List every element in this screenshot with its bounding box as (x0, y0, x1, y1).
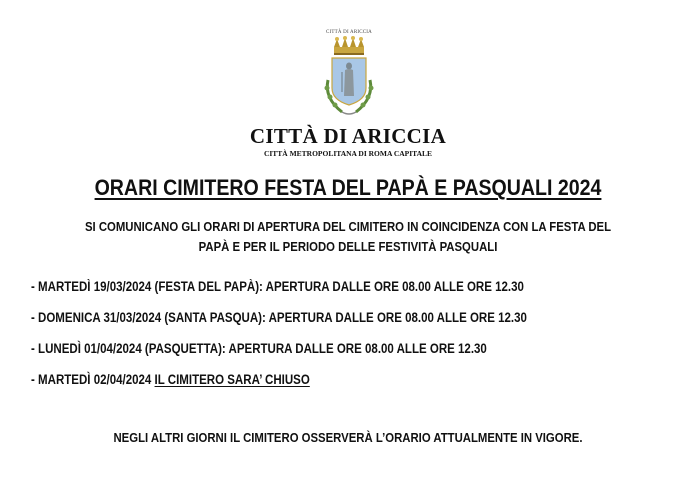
notice-intro (49, 217, 648, 257)
schedule-list (31, 278, 581, 402)
crest-label: CITTÀ DI ARICCIA (326, 30, 372, 35)
schedule-item-santa-pasqua (31, 309, 581, 340)
organization-subtitle: CITTÀ METROPOLITANA DI ROMA CAPITALE (263, 149, 433, 158)
schedule-text: - DOMENICA 31/03/2024 (SANTA PASQUA): APERTURA DALLE ORE 08.00 ALLE ORE 12.30 (31, 310, 527, 325)
schedule-item-festa-papa (31, 278, 581, 309)
schedule-item-closed-day (31, 371, 581, 402)
intro-line-2: PAPÀ E PER IL PERIODO DELLE FESTIVITÀ PASQUALI (198, 239, 498, 254)
schedule-text: - LUNEDÌ 01/04/2024 (PASQUETTA): APERTURA DALLE ORE 08.00 ALLE ORE 12.30 (31, 341, 487, 356)
schedule-item-pasquetta (31, 340, 581, 371)
footer-notice: NEGLI ALTRI GIORNI IL CIMITERO OSSERVERÀ L’ORARIO ATTUALMENTE IN VIGORE. (113, 430, 583, 445)
schedule-text: - MARTEDÌ 02/04/2024 (31, 372, 155, 387)
notice-title: ORARI CIMITERO FESTA DEL PAPÀ E PASQUALI 2024 (94, 175, 602, 200)
closed-notice: IL CIMITERO SARA’ CHIUSO (154, 372, 310, 387)
intro-line-1: SI COMUNICANO GLI ORARI DI APERTURA DEL CIMITERO IN COINCIDENZA CON LA FESTA DEL (84, 219, 612, 234)
crest-graphic (318, 30, 380, 126)
coat-of-arms-icon (318, 30, 380, 126)
schedule-text: - MARTEDÌ 19/03/2024 (FESTA DEL PAPÀ): APERTURA DALLE ORE 08.00 ALLE ORE 12.30 (31, 279, 524, 294)
organization-name: CITTÀ DI ARICCIA (249, 124, 447, 148)
